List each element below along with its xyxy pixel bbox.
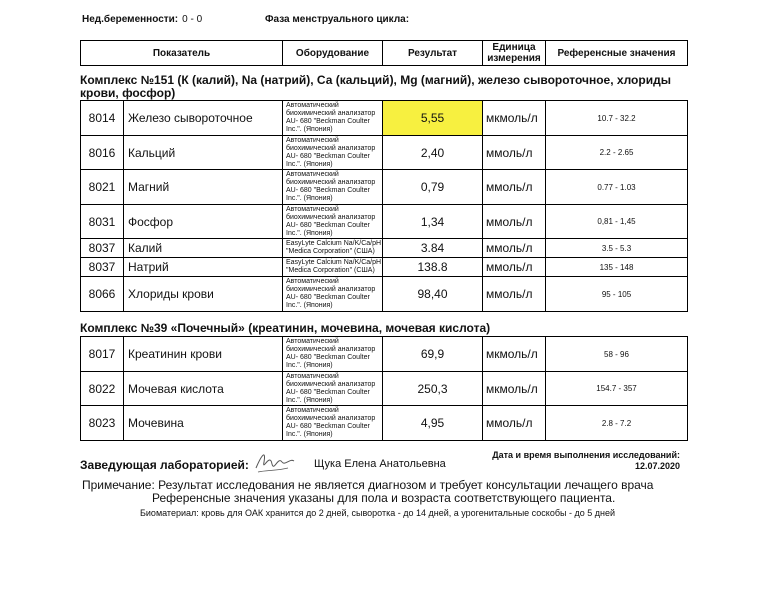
- lab-head-label: Заведующая лабораторией:: [80, 458, 249, 472]
- cell-ref: 0,81 - 1,45: [546, 205, 688, 239]
- cell-unit: ммоль/л: [483, 277, 546, 312]
- completion-date: [470, 450, 680, 472]
- cell-unit: ммоль/л: [483, 406, 546, 441]
- signature-icon: [252, 446, 298, 476]
- pregnancy-value: 0 - 0: [182, 14, 203, 25]
- cell-code: 8017: [81, 337, 124, 372]
- cell-ref: 58 - 96: [546, 337, 688, 372]
- cell-code: 8014: [81, 101, 124, 136]
- cell-name: Креатинин крови: [124, 337, 283, 372]
- cell-code: 8066: [81, 277, 124, 312]
- cell-result: 138.8: [383, 258, 483, 277]
- cell-result: 4,95: [383, 406, 483, 441]
- cell-result: 98,40: [383, 277, 483, 312]
- cell-unit: ммоль/л: [483, 205, 546, 239]
- cell-result: 69,9: [383, 337, 483, 372]
- table-row: [81, 258, 688, 277]
- pregnancy-label: Нед.беременности:: [82, 14, 179, 25]
- cell-equipment: Автоматический биохимический анализатор AU- 680 "Beckman Coulter Inc.". (Япония): [283, 337, 383, 372]
- column-indicator: Показатель: [81, 41, 283, 66]
- table-row: [81, 337, 688, 372]
- note-line-3: Биоматериал: кровь для ОАК хранится до 2 дней, сыворотка - до 14 дней, а урогенитальные соскобы - до 5 дней: [140, 508, 615, 518]
- table-row: [81, 136, 688, 170]
- cell-ref: 135 - 148: [546, 258, 688, 277]
- table-row: [81, 101, 688, 136]
- cell-equipment: EasyLyte Calcium Na/K/Ca/pH "Medica Corporation" (США): [283, 258, 383, 277]
- cell-result: 0,79: [383, 170, 483, 205]
- cell-unit: мкмоль/л: [483, 337, 546, 372]
- cell-ref: 10.7 - 32.2: [546, 101, 688, 136]
- cell-name: Железо сывороточное: [124, 101, 283, 136]
- cell-ref: 2.8 - 7.2: [546, 406, 688, 441]
- cell-result: 2,40: [383, 136, 483, 170]
- cell-unit: мкмоль/л: [483, 372, 546, 406]
- cell-equipment: Автоматический биохимический анализатор AU- 680 "Beckman Coulter Inc.". (Япония): [283, 101, 383, 136]
- cell-name: Магний: [124, 170, 283, 205]
- cell-result: 5,55: [383, 101, 483, 136]
- cell-unit: ммоль/л: [483, 170, 546, 205]
- table-row: [81, 170, 688, 205]
- completion-date-value: 12.07.2020: [634, 461, 680, 471]
- cell-result: 250,3: [383, 372, 483, 406]
- cell-ref: 3.5 - 5.3: [546, 239, 688, 258]
- cycle-phase-label: Фаза менструального цикла:: [265, 14, 410, 25]
- cell-equipment: Автоматический биохимический анализатор AU- 680 "Beckman Coulter Inc.". (Япония): [283, 136, 383, 170]
- cell-equipment: Автоматический биохимический анализатор AU- 680 "Beckman Coulter Inc.". (Япония): [283, 406, 383, 441]
- column-reference: Референсные значения: [546, 41, 688, 66]
- cell-unit: ммоль/л: [483, 258, 546, 277]
- note-line-1: Примечание: Результат исследования не является диагнозом и требует консультации лечащего врача: [82, 478, 654, 492]
- cell-equipment: EasyLyte Calcium Na/K/Ca/pH "Medica Corporation" (США): [283, 239, 383, 258]
- cell-result: 3.84: [383, 239, 483, 258]
- section-title-complex-39: Комплекс №39 «Почечный» (креатинин, мочевина, мочевая кислота): [80, 321, 491, 335]
- cell-name: Мочевая кислота: [124, 372, 283, 406]
- cell-unit: ммоль/л: [483, 136, 546, 170]
- table-row: [81, 205, 688, 239]
- cell-equipment: Автоматический биохимический анализатор AU- 680 "Beckman Coulter Inc.". (Япония): [283, 372, 383, 406]
- cell-ref: 154.7 - 357: [546, 372, 688, 406]
- cell-code: 8022: [81, 372, 124, 406]
- column-result: Результат: [383, 41, 483, 66]
- column-unit: Единица измерения: [483, 41, 546, 66]
- cell-code: 8037: [81, 239, 124, 258]
- cell-name: Мочевина: [124, 406, 283, 441]
- section-title-complex-151: Комплекс №151 (К (калий), Na (натрий), Са (кальций), Mg (магний), железо сывороточное, хлориды крови, фосфор): [80, 73, 671, 100]
- cell-name: Фосфор: [124, 205, 283, 239]
- results-table-complex-151: [80, 100, 688, 312]
- table-row: [81, 406, 688, 441]
- results-table-complex-39: [80, 336, 688, 441]
- cell-equipment: Автоматический биохимический анализатор AU- 680 "Beckman Coulter Inc.". (Япония): [283, 170, 383, 205]
- completion-date-label: Дата и время выполнения исследований:: [492, 450, 680, 460]
- cell-code: 8021: [81, 170, 124, 205]
- cell-code: 8031: [81, 205, 124, 239]
- table-row: [81, 277, 688, 312]
- lab-head-name: Щука Елена Анатольевна: [314, 458, 446, 470]
- cell-ref: 95 - 105: [546, 277, 688, 312]
- cell-name: Хлориды крови: [124, 277, 283, 312]
- column-header-table: [80, 40, 688, 66]
- cell-name: Натрий: [124, 258, 283, 277]
- cell-ref: 0.77 - 1.03: [546, 170, 688, 205]
- column-equipment: Оборудование: [283, 41, 383, 66]
- table-row: [81, 239, 688, 258]
- pregnancy-weeks: [82, 14, 202, 25]
- cell-result: 1,34: [383, 205, 483, 239]
- cell-code: 8023: [81, 406, 124, 441]
- cell-code: 8016: [81, 136, 124, 170]
- cell-code: 8037: [81, 258, 124, 277]
- cell-ref: 2.2 - 2.65: [546, 136, 688, 170]
- table-row: [81, 372, 688, 406]
- note-line-2: Референсные значения указаны для пола и возраста соответствующего пациента.: [152, 491, 616, 505]
- cell-unit: мкмоль/л: [483, 101, 546, 136]
- cell-name: Калий: [124, 239, 283, 258]
- cell-equipment: Автоматический биохимический анализатор AU- 680 "Beckman Coulter Inc.". (Япония): [283, 205, 383, 239]
- cell-equipment: Автоматический биохимический анализатор AU- 680 "Beckman Coulter Inc.". (Япония): [283, 277, 383, 312]
- cell-name: Кальций: [124, 136, 283, 170]
- cell-unit: ммоль/л: [483, 239, 546, 258]
